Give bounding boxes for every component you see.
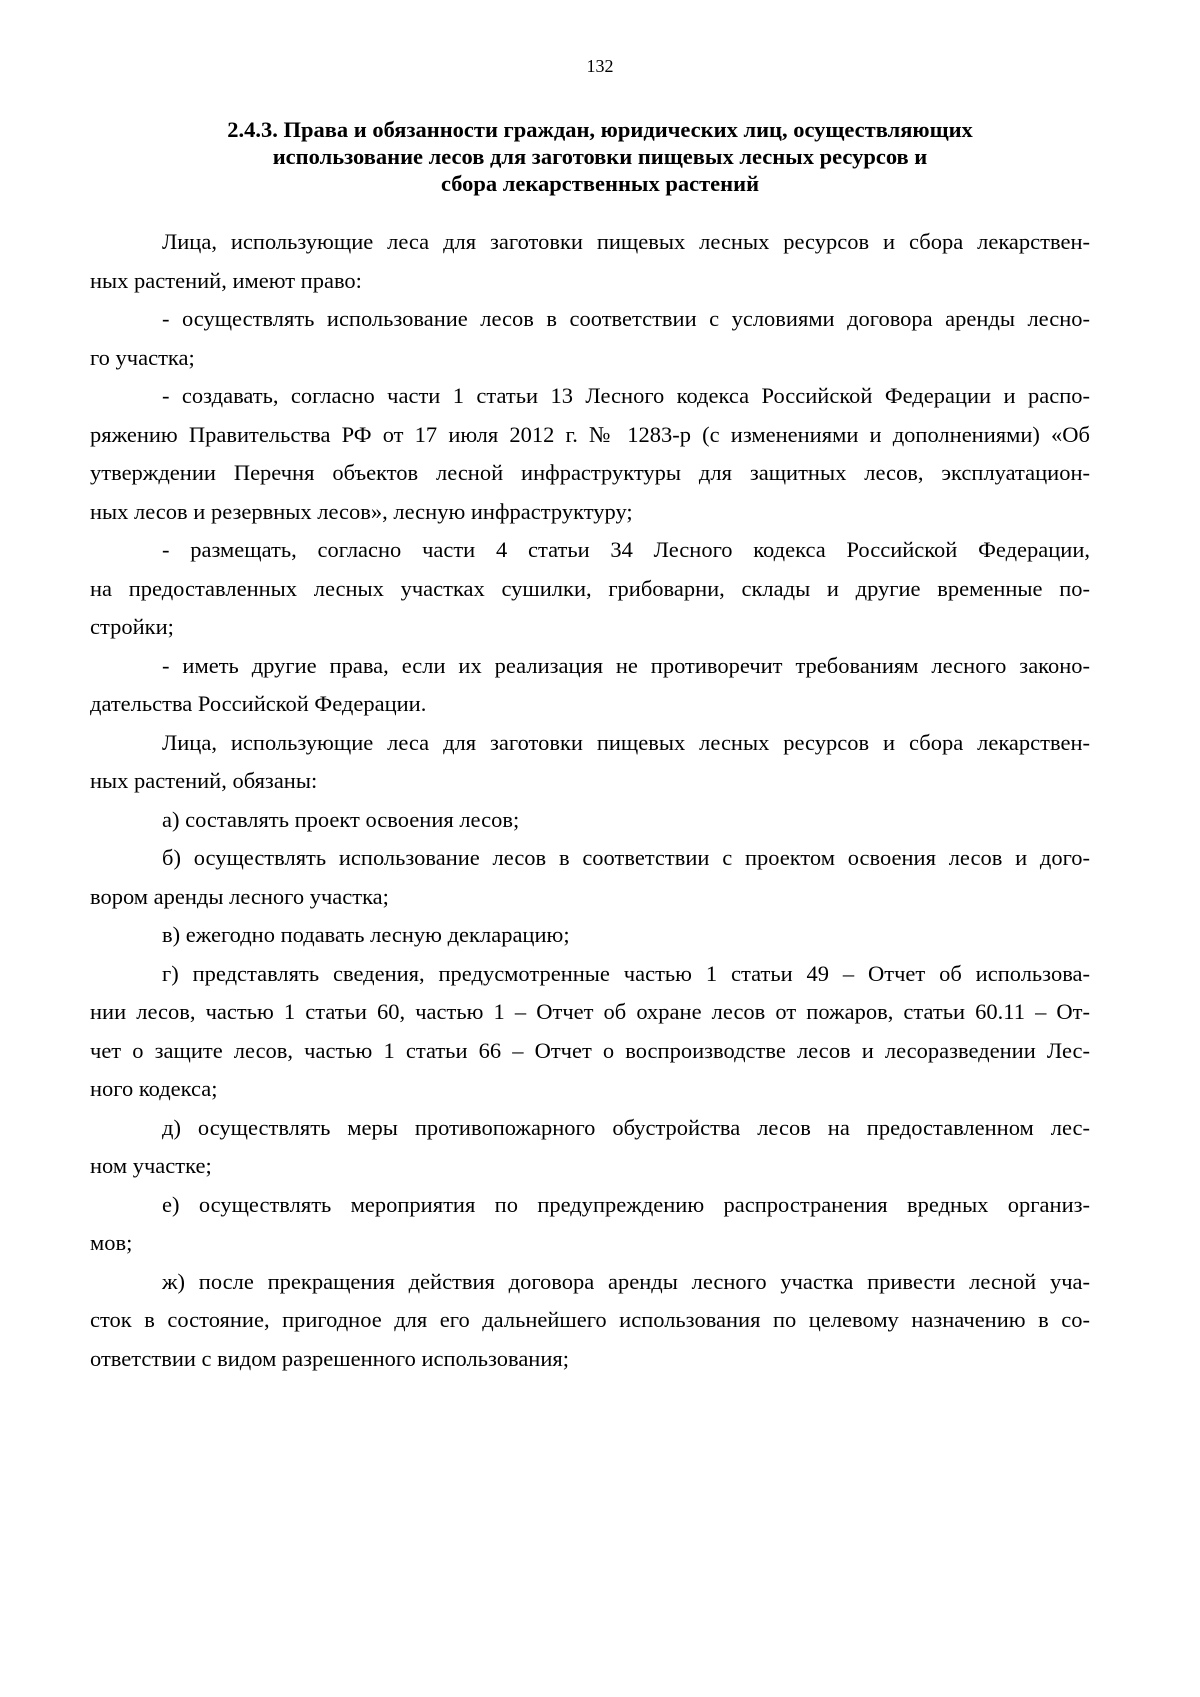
heading-line: использование лесов для заготовки пищевых лесных ресурсов и xyxy=(272,144,928,169)
paragraph-line: ного кодекса; xyxy=(90,1076,218,1101)
paragraph-line: ных растений, имеют право: xyxy=(90,267,362,293)
paragraph xyxy=(90,724,1090,801)
page-number: 132 xyxy=(586,56,614,76)
paragraph-line: чет о защите лесов, частью 1 статьи 66 – Отчет о воспроизводстве лесов и лесоразведении Лес- xyxy=(90,1037,1090,1063)
paragraph-line: д) осуществлять меры противопожарного обустройства лесов на предоставленном лес- xyxy=(162,1114,1090,1140)
paragraph-line: - иметь другие права, если их реализация не противоречит требованиям лесного законо- xyxy=(162,652,1090,678)
heading-line: 2.4.3. Права и обязанности граждан, юридических лиц, осуществляющих xyxy=(227,117,973,142)
paragraph-line: Лица, использующие леса для заготовки пищевых лесных ресурсов и сбора лекарствен- xyxy=(162,729,1090,755)
heading-line: сбора лекарственных растений xyxy=(440,171,760,196)
paragraph-line: на предоставленных лесных участках сушилки, грибоварни, склады и другие временные по- xyxy=(90,575,1090,601)
paragraph xyxy=(90,1109,1090,1186)
paragraph xyxy=(90,801,1090,840)
paragraph xyxy=(90,916,1090,955)
paragraph-line: вором аренды лесного участка; xyxy=(90,883,389,909)
paragraph-line: е) осуществлять мероприятия по предупреждению распространения вредных организ- xyxy=(162,1191,1090,1217)
paragraph xyxy=(90,839,1090,916)
paragraph-line: ряжению Правительства РФ от 17 июля 2012 г. № 1283-р (с изменениями и дополнениями) «Об xyxy=(90,421,1090,447)
paragraph-line: сток в состояние, пригодное для его дальнейшего использования по целевому назначению в со- xyxy=(90,1307,1090,1332)
paragraph xyxy=(90,1186,1090,1263)
paragraph xyxy=(90,531,1090,647)
paragraph-line: ном участке; xyxy=(90,1153,212,1178)
paragraph xyxy=(90,223,1090,300)
paragraph-line: ных лесов и резервных лесов», лесную инфраструктуру; xyxy=(90,498,633,524)
paragraph xyxy=(90,955,1090,1109)
paragraph xyxy=(90,377,1090,531)
paragraph-line: го участка; xyxy=(90,344,195,370)
paragraph-line: ных растений, обязаны: xyxy=(90,768,318,793)
paragraph xyxy=(90,1263,1090,1379)
paragraph-line: ответствии с видом разрешенного использования; xyxy=(90,1345,569,1371)
paragraph-line: утверждении Перечня объектов лесной инфраструктуры для защитных лесов, эксплуатацион- xyxy=(90,460,1090,485)
paragraph xyxy=(90,300,1090,377)
paragraph-line: стройки; xyxy=(90,614,174,639)
paragraph-line: а) составлять проект освоения лесов; xyxy=(162,806,520,832)
paragraph-line: дательства Российской Федерации. xyxy=(90,691,427,716)
paragraph-line: мов; xyxy=(90,1230,133,1255)
body-text xyxy=(90,223,1090,1378)
paragraph-line: ж) после прекращения действия договора аренды лесного участка привести лесной уча- xyxy=(162,1268,1090,1294)
paragraph-line: г) представлять сведения, предусмотренные частью 1 статьи 49 – Отчет об использова- xyxy=(162,960,1090,986)
paragraph xyxy=(90,647,1090,724)
paragraph-line: Лица, использующие леса для заготовки пищевых лесных ресурсов и сбора лекарствен- xyxy=(162,229,1090,254)
paragraph-line: - размещать, согласно части 4 статьи 34 Лесного кодекса Российской Федерации, xyxy=(162,537,1090,562)
paragraph-line: нии лесов, частью 1 статьи 60, частью 1 – Отчет об охране лесов от пожаров, статьи 60.11 – От- xyxy=(90,999,1090,1024)
paragraph-line: в) ежегодно подавать лесную декларацию; xyxy=(162,922,570,947)
section-heading xyxy=(150,116,1050,197)
paragraph-line: б) осуществлять использование лесов в соответствии с проектом освоения лесов и дого- xyxy=(162,845,1090,870)
paragraph-line: - осуществлять использование лесов в соответствии с условиями договора аренды лесно- xyxy=(162,306,1090,331)
paragraph-line: - создавать, согласно части 1 статьи 13 Лесного кодекса Российской Федерации и распо- xyxy=(162,383,1090,408)
